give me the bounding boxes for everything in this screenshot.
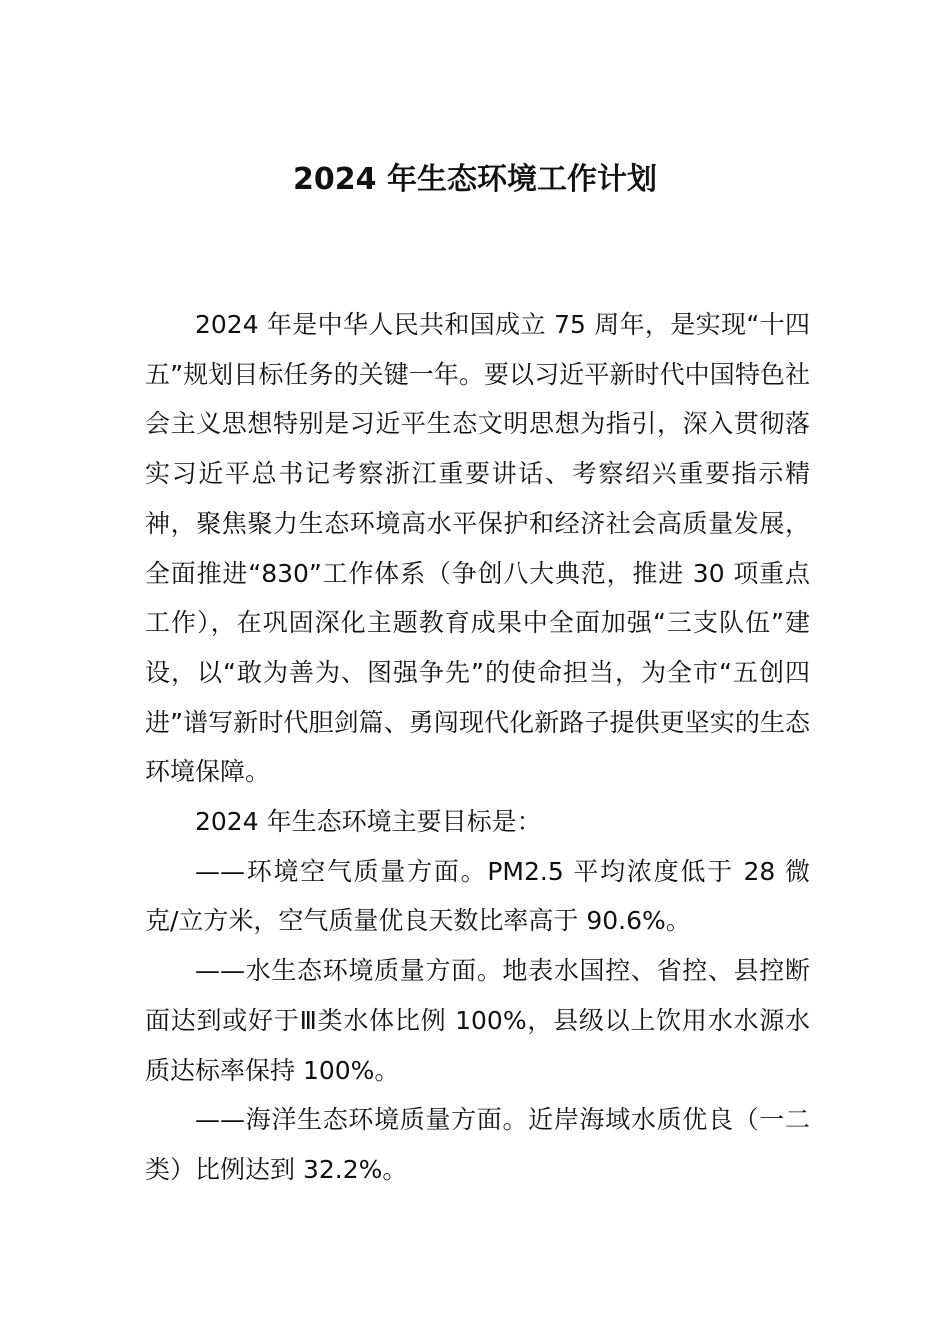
- paragraph-goals-heading: 2024 年生态环境主要目标是：: [195, 807, 542, 837]
- paragraph-intro: 2024 年是中华人民共和国成立 75 周年，是实现“十四五”规划目标任务的关键一年。要以习近平新时代中国特色社会主义思想特别是习近平生态文明思想为指引，深入贯彻落实习近平总书记考察浙江重要讲话、考察绍兴重要指示精神，聚焦聚力生态环境高水平保护和经济社会高质量发展，全面推进“830”工作体系（争创八大典范，推进 30 项重点工作），在巩固深化主题教育成果中全面加强“三支队伍”建设，以“敢为善为、图强争先”的使命担当，为全市“五创四进”谱写新时代胆剑篇、勇闯现代化新路子提供更坚实的生态环境保障。: [145, 310, 810, 787]
- paragraph-water-quality: ——水生态环境质量方面。地表水国控、省控、县控断面达到或好于Ⅲ类水体比例 100%，县级以上饮用水水源水质达标率保持 100%。: [145, 956, 810, 1085]
- paragraph-air-quality: ——环境空气质量方面。PM2.5 平均浓度低于 28 微克/立方米，空气质量优良天数比率高于 90.6%。: [145, 856, 810, 936]
- document-title: 2024 年生态环境工作计划: [293, 162, 657, 197]
- document-body: [145, 300, 810, 1195]
- paragraph-marine-quality: ——海洋生态环境质量方面。近岸海域水质优良（一二类）比例达到 32.2%。: [145, 1105, 810, 1184]
